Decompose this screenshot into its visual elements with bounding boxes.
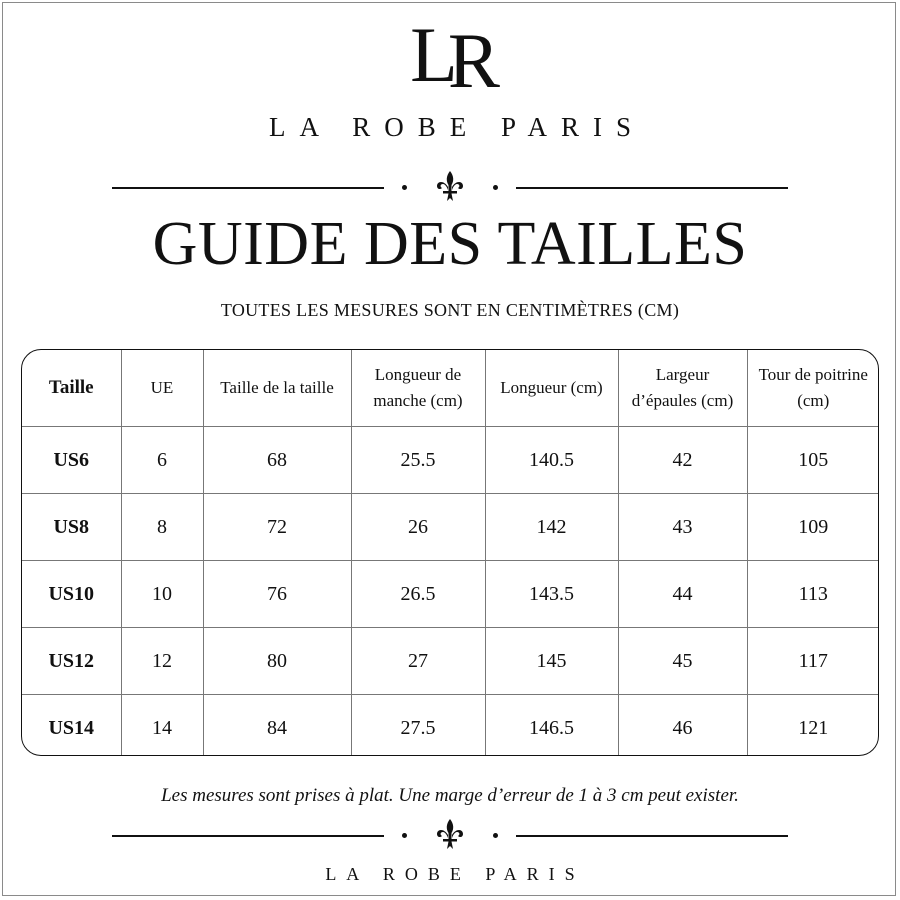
column-header: Longueur (cm) [485,350,618,427]
column-header: Largeur d’épaules (cm) [618,350,747,427]
table-cell: US14 [22,695,121,757]
table-cell: 145 [485,628,618,695]
size-table [22,350,879,756]
page-subtitle: TOUTES LES MESURES SONT EN CENTIMÈTRES (CM) [220,300,680,320]
table-cell: 68 [203,427,351,494]
table-cell: 26.5 [351,561,485,628]
table-cell: 117 [747,628,879,695]
column-header: Tour de poitrine (cm) [747,350,879,427]
table-row [22,561,879,628]
logo-letter-l: L [410,11,448,98]
column-header: Taille de la taille [203,350,351,427]
logo-letter-r: R [447,17,490,104]
table-cell: US10 [22,561,121,628]
table-cell: 109 [747,494,879,561]
brand-name-footer: LA ROBE PARIS [325,864,585,884]
table-cell: 113 [747,561,879,628]
table-cell: 105 [747,427,879,494]
fleur-de-lis-icon [435,818,465,852]
logo-monogram [0,10,900,104]
table-cell: 46 [618,695,747,757]
table-cell: US6 [22,427,121,494]
page-title: GUIDE DES TAILLES [152,210,748,278]
table-cell: 140.5 [485,427,618,494]
table-cell: 146.5 [485,695,618,757]
table-cell: 8 [121,494,203,561]
table-cell: US8 [22,494,121,561]
table-cell: 72 [203,494,351,561]
table-cell: 25.5 [351,427,485,494]
table-row [22,427,879,494]
brand-name: LA ROBE PARIS [268,112,646,142]
bottom-divider [112,824,788,848]
table-cell: 45 [618,628,747,695]
divider-dot-right [493,833,498,838]
divider-dot-left [402,185,407,190]
fleur-de-lis-icon [435,170,465,204]
divider-dot-left [402,833,407,838]
divider-line-left [112,835,384,837]
table-cell: 84 [203,695,351,757]
divider-line-right [516,187,788,189]
table-cell: 27.5 [351,695,485,757]
table-cell: 44 [618,561,747,628]
column-header: Longueur de manche (cm) [351,350,485,427]
table-cell: 143.5 [485,561,618,628]
table-cell: 142 [485,494,618,561]
table-cell: 10 [121,561,203,628]
table-cell: 42 [618,427,747,494]
divider-dot-right [493,185,498,190]
table-cell: 26 [351,494,485,561]
measurement-note: Les mesures sont prises à plat. Une marge d’erreur de 1 à 3 cm peut exister. [161,785,739,806]
table-cell: 121 [747,695,879,757]
table-cell: US12 [22,628,121,695]
table-cell: 12 [121,628,203,695]
table-row [22,695,879,757]
logo [0,10,900,104]
divider-line-left [112,187,384,189]
column-header: Taille [22,350,121,427]
size-table-container [21,349,879,756]
table-cell: 27 [351,628,485,695]
table-cell: 43 [618,494,747,561]
table-cell: 80 [203,628,351,695]
table-cell: 6 [121,427,203,494]
top-divider [112,176,788,200]
table-row [22,628,879,695]
column-header: UE [121,350,203,427]
table-header-row [22,350,879,427]
divider-line-right [516,835,788,837]
table-row [22,494,879,561]
table-cell: 76 [203,561,351,628]
table-cell: 14 [121,695,203,757]
